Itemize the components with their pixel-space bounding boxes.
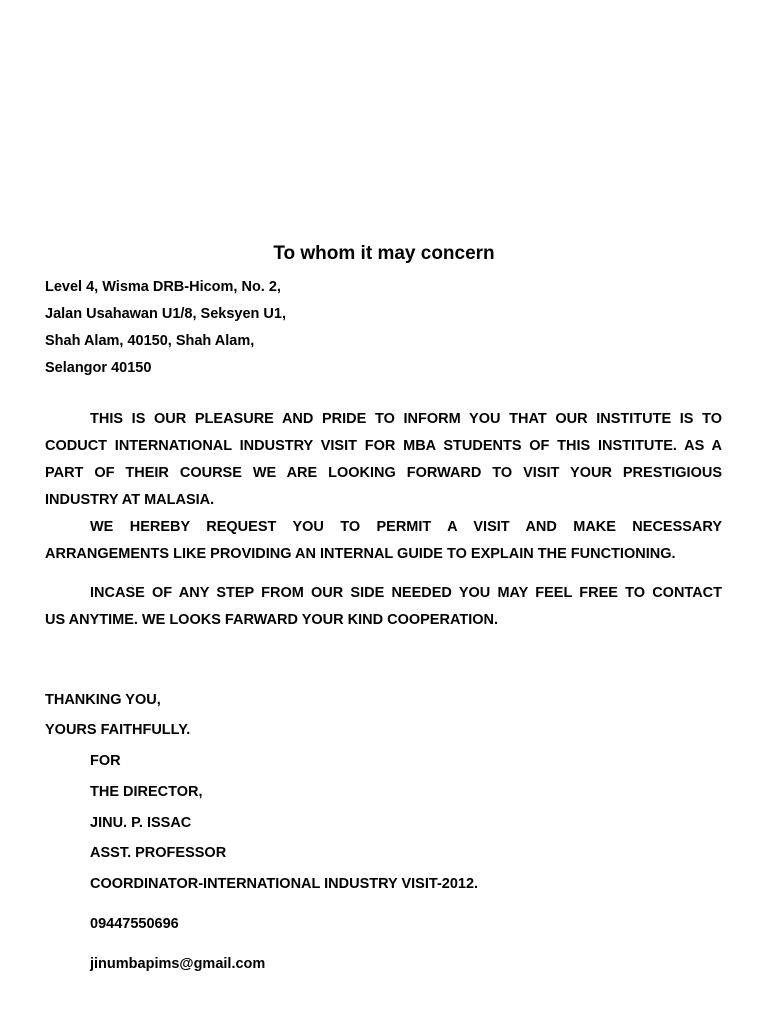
address-line-1: Level 4, Wisma DRB-Hicom, No. 2,: [45, 279, 281, 295]
paragraph-3-line-1: INCASE OF ANY STEP FROM OUR SIDE NEEDED YOU MAY FEEL FREE TO CONTACT: [90, 585, 722, 601]
paragraph-1-line-2: CODUCT INTERNATIONAL INDUSTRY VISIT FOR MBA STUDENTS OF THIS INSTITUTE. AS A: [45, 438, 722, 454]
paragraph-2-line-2: ARRANGEMENTS LIKE PROVIDING AN INTERNAL GUIDE TO EXPLAIN THE FUNCTIONING.: [45, 546, 676, 562]
paragraph-1-line-3: PART OF THEIR COURSE WE ARE LOOKING FORWARD TO VISIT YOUR PRESTIGIOUS: [45, 465, 722, 481]
paragraph-3-line-2: US ANYTIME. WE LOOKS FARWARD YOUR KIND COOPERATION.: [45, 612, 499, 628]
address-line-3: Shah Alam, 40150, Shah Alam,: [45, 333, 255, 349]
paragraph-1: [45, 406, 722, 514]
paragraph-1-line-1: THIS IS OUR PLEASURE AND PRIDE TO INFORM YOU THAT OUR INSTITUTE IS TO: [90, 411, 722, 427]
signature-email: jinumbapims@gmail.com: [90, 956, 266, 972]
closing-yours: YOURS FAITHFULLY.: [45, 722, 191, 738]
signature-phone: 09447550696: [90, 916, 179, 932]
signature-for: FOR: [90, 753, 121, 769]
closing-thanks: THANKING YOU,: [45, 692, 161, 708]
paragraph-1-line-4: INDUSTRY AT MALASIA.: [45, 492, 215, 508]
signature-role: COORDINATOR-INTERNATIONAL INDUSTRY VISIT-2012.: [90, 876, 479, 892]
paragraph-3: [45, 580, 722, 634]
letter-title: To whom it may concern: [273, 243, 495, 264]
signature-director: THE DIRECTOR,: [90, 784, 203, 800]
paragraph-2-line-1: WE HEREBY REQUEST YOU TO PERMIT A VISIT AND MAKE NECESSARY: [90, 519, 722, 535]
signature-name: JINU. P. ISSAC: [90, 815, 192, 831]
signature-designation: ASST. PROFESSOR: [90, 845, 227, 861]
paragraph-2: [45, 514, 722, 568]
address-line-2: Jalan Usahawan U1/8, Seksyen U1,: [45, 306, 286, 322]
address-line-4: Selangor 40150: [45, 360, 152, 376]
